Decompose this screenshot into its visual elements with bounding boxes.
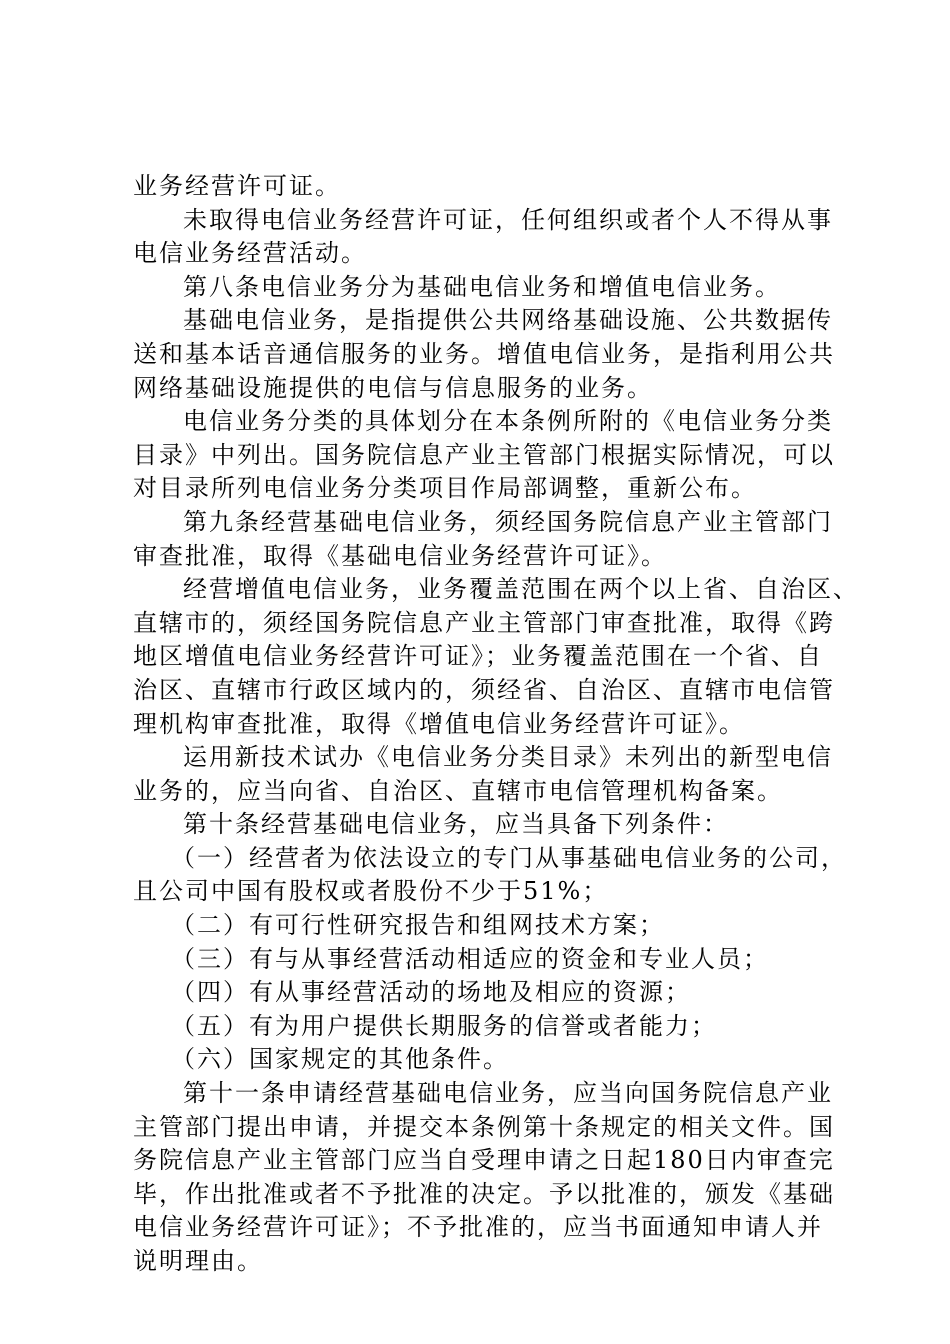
text-line: 主管部门提出申请，并提交本条例第十条规定的相关文件。国 — [133, 1112, 835, 1141]
text-line: 基础电信业务，是指提供公共网络基础设施、公共数据传 — [183, 306, 833, 335]
text-line: 理机构审查批准，取得《增值电信业务经营许可证》。 — [133, 709, 745, 738]
text-line: 电信业务分类的具体划分在本条例所附的《电信业务分类 — [183, 407, 833, 436]
text-line: 务院信息产业主管部门应当自受理申请之日起180日内审查完 — [133, 1146, 835, 1175]
text-line: 运用新技术试办《电信业务分类目录》未列出的新型电信 — [183, 743, 833, 772]
text-line: 毕，作出批准或者不予批准的决定。予以批准的，颁发《基础 — [133, 1179, 835, 1208]
text-line: 第十条经营基础电信业务，应当具备下列条件： — [183, 810, 729, 839]
text-line: 第九条经营基础电信业务，须经国务院信息产业主管部门 — [183, 507, 833, 536]
text-line: 第八条电信业务分为基础电信业务和增值电信业务。 — [183, 272, 781, 301]
text-line: （六）国家规定的其他条件。 — [171, 1045, 509, 1074]
text-line: 直辖市的，须经国务院信息产业主管部门审查批准，取得《跨 — [133, 608, 835, 637]
text-line: 说明理由。 — [133, 1247, 263, 1275]
text-line: 电信业务经营许可证》；不予批准的，应当书面通知申请人并 — [133, 1213, 823, 1242]
text-line: （一）经营者为依法设立的专门从事基础电信业务的公司， — [171, 843, 847, 872]
text-line: 目录》中列出。国务院信息产业主管部门根据实际情况，可以 — [133, 440, 835, 469]
text-line: 未取得电信业务经营许可证，任何组织或者个人不得从事 — [183, 205, 833, 234]
text-line: 送和基本话音通信服务的业务。增值电信业务，是指利用公共 — [133, 339, 835, 368]
text-line: （五）有为用户提供长期服务的信誉或者能力； — [171, 1011, 717, 1040]
text-line: 业务经营许可证。 — [133, 172, 341, 200]
text-line: 业务的，应当向省、自治区、直辖市电信管理机构备案。 — [133, 776, 783, 805]
text-line: 电信业务经营活动。 — [133, 239, 367, 268]
text-line: （四）有从事经营活动的场地及相应的资源； — [171, 978, 691, 1007]
text-line: 审查批准，取得《基础电信业务经营许可证》。 — [133, 541, 667, 570]
text-line: 地区增值电信业务经营许可证》；业务覆盖范围在一个省、自 — [133, 642, 823, 671]
document-text — [133, 170, 859, 1279]
document-body — [133, 170, 859, 1279]
text-line: 网络基础设施提供的电信与信息服务的业务。 — [133, 373, 653, 402]
text-line: 第十一条申请经营基础电信业务，应当向国务院信息产业 — [183, 1079, 833, 1108]
text-line: （二）有可行性研究报告和组网技术方案； — [171, 911, 665, 940]
text-line: 经营增值电信业务，业务覆盖范围在两个以上省、自治区、 — [183, 575, 859, 604]
text-line: 对目录所列电信业务分类项目作局部调整，重新公布。 — [133, 474, 757, 503]
text-line: 且公司中国有股权或者股份不少于51%； — [133, 877, 609, 906]
text-line: 治区、直辖市行政区域内的，须经省、自治区、直辖市电信管 — [133, 675, 835, 704]
text-line: （三）有与从事经营活动相适应的资金和专业人员； — [171, 944, 769, 973]
